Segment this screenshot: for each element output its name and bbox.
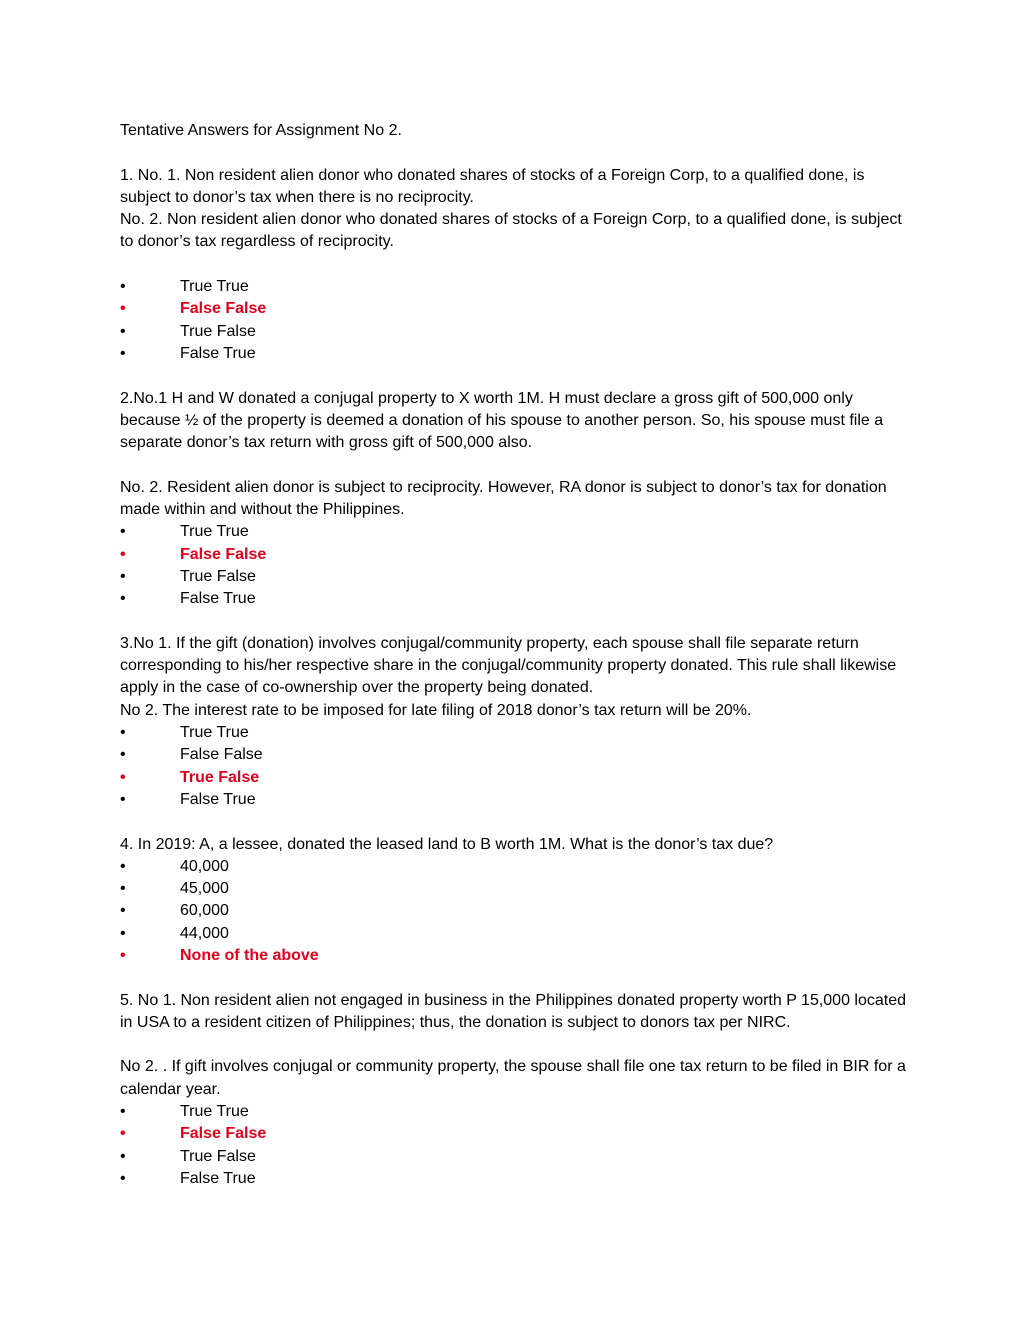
question-text: 3.No 1. If the gift (donation) involves conjugal/community property, each spouse shall file separate return corresponding to his/her respective share in the conjugal/community property donated. This rule shall likewise apply in the case of co-ownership over the property being donated. (120, 634, 897, 697)
question-text: 5. No 1. Non resident alien not engaged in business in the Philippines donated property worth P 15,000 located in USA to a resident citizen of Philippines; thus, the donation is subject to donors tax per NIRC. (120, 991, 907, 1031)
bullet-icon: • (120, 902, 126, 920)
answer-option: • True True (120, 1101, 910, 1123)
bullet-icon: • (120, 523, 126, 541)
document-title: Tentative Answers for Assignment No 2. (120, 122, 402, 139)
answer-option: • 40,000 (120, 856, 910, 878)
bullet-icon: • (120, 1125, 126, 1143)
bullet-icon: • (120, 567, 126, 585)
bullet-icon: • (120, 300, 126, 318)
answer-option-correct: • None of the above (120, 945, 910, 967)
bullet-icon: • (120, 880, 126, 898)
spacer (120, 611, 910, 633)
question-2 (120, 388, 910, 611)
spacer (120, 811, 910, 833)
question-4 (120, 834, 910, 968)
bullet-icon: • (120, 590, 126, 608)
bullet-icon: • (120, 1147, 126, 1165)
question-text: No 2. The interest rate to be imposed for late filing of 2018 donor’s tax return will be 20%. (120, 701, 752, 719)
answer-option: • False True (120, 588, 910, 610)
bullet-icon: • (120, 746, 126, 764)
answer-option: • True False (120, 1146, 910, 1168)
spacer (120, 1034, 910, 1056)
spacer (120, 967, 910, 989)
bullet-icon: • (120, 322, 126, 340)
question-1 (120, 165, 910, 366)
answer-option: • True True (120, 276, 910, 298)
answer-option: • False True (120, 789, 910, 811)
bullet-icon: • (120, 790, 126, 808)
bullet-icon: • (120, 946, 126, 964)
bullet-icon: • (120, 857, 126, 875)
question-text: 4. In 2019: A, a lessee, donated the leased land to B worth 1M. What is the donor’s tax due? (120, 835, 774, 853)
spacer (120, 142, 910, 164)
bullet-icon: • (120, 924, 126, 942)
bullet-icon: • (120, 724, 126, 742)
answer-option: • True True (120, 722, 910, 744)
question-text: No. 2. Non resident alien donor who donated shares of stocks of a Foreign Corp, to a qualified done, is subject to donor’s tax regardless of reciprocity. (120, 211, 902, 251)
bullet-icon: • (120, 1103, 126, 1121)
bullet-icon: • (120, 344, 126, 362)
answer-option: • False True (120, 343, 910, 365)
answer-option: • True False (120, 321, 910, 343)
bullet-icon: • (120, 545, 126, 563)
answer-option-correct: • False False (120, 298, 910, 320)
answer-option: • 44,000 (120, 923, 910, 945)
bullet-icon: • (120, 1169, 126, 1187)
question-5 (120, 990, 910, 1191)
answer-option-correct: • False False (120, 1123, 910, 1145)
answer-option: • True True (120, 521, 910, 543)
question-text: 2.No.1 H and W donated a conjugal property to X worth 1M. H must declare a gross gift of 500,000 only because ½ of the property is deemed a donation of his spouse to another person. So, his spouse must file a separate donor’s tax return with gross gift of 500,000 also. (120, 389, 884, 452)
answer-option: • False True (120, 1168, 910, 1190)
document-page (120, 120, 910, 1190)
spacer (120, 454, 910, 476)
question-text: 1. No. 1. Non resident alien donor who donated shares of stocks of a Foreign Corp, to a qualified done, is subject to donor’s tax when there is no reciprocity. (120, 166, 865, 206)
answer-option: • True False (120, 566, 910, 588)
question-3 (120, 633, 910, 811)
answer-option-correct: • True False (120, 767, 910, 789)
answer-option: • False False (120, 744, 910, 766)
answer-option: • 45,000 (120, 878, 910, 900)
question-text: No. 2. Resident alien donor is subject to reciprocity. However, RA donor is subject to donor’s tax for donation made within and without the Philippines. (120, 478, 887, 519)
answer-option: • 60,000 (120, 900, 910, 922)
bullet-icon: • (120, 278, 126, 296)
answer-option-correct: • False False (120, 544, 910, 566)
bullet-icon: • (120, 768, 126, 786)
spacer (120, 365, 910, 387)
spacer (120, 254, 910, 276)
question-text: No 2. . If gift involves conjugal or community property, the spouse shall file one tax return to be filed in BIR for a calendar year. (120, 1058, 906, 1098)
